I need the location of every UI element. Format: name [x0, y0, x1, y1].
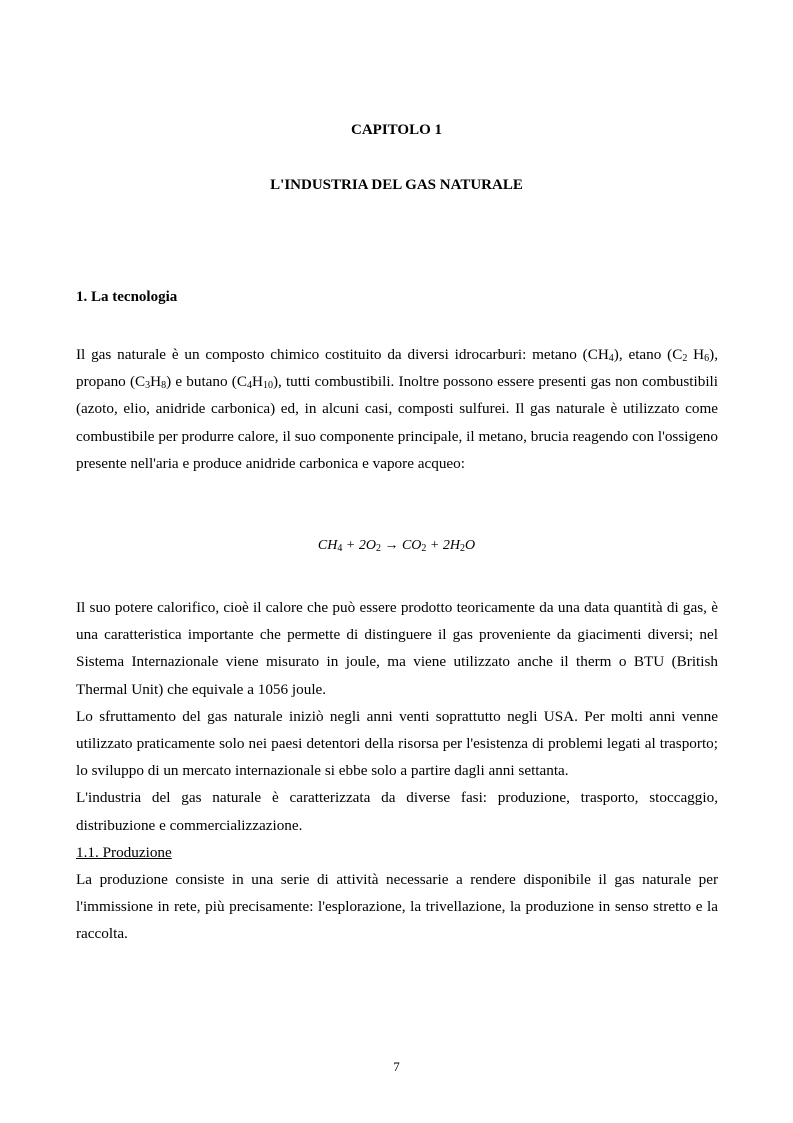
- production-paragraph: La produzione consiste in una serie di attività necessarie a rendere disponibile il gas naturale per l'immissione in rete, più precisamente: l'esplorazione, la trivellazione, la produzione in senso stretto e la raccolta.: [76, 871, 718, 943]
- intro-paragraph: Il gas naturale è un composto chimico costituito da diversi idrocarburi: metano $(CH_4)$, etano ($C_2$ $H_6$), propano $(C_3H_8)$ e butano $(C_4H_{10})$, tutti combustibili. Inoltre possono essere presenti gas non combustibili (azoto, elio, anidride carbonica) ed, in alcuni casi, composti sulfurei. Il gas naturale è utilizzato come combustibile per produrre calore, il suo componente principale, il metano, brucia reagendo con l'ossigeno presente nell'aria e produce anidride carbonica e vapore acqueo:: [76, 346, 718, 472]
- ethane-formula: $C_2$ $H_6$: [672, 346, 710, 364]
- butane-formula: $C_4H_{10}$: [236, 373, 273, 392]
- combustion-equation: $CH_4 + 2O_2 \to CO_2 + 2H_2O$: [317, 538, 476, 554]
- chapter-label: CAPITOLO 1: [351, 122, 442, 138]
- chapter-title: L'INDUSTRIA DEL GAS NATURALE: [270, 177, 523, 193]
- calorific-paragraph: Il suo potere calorifico, cioè il calore che può essere prodotto teoricamente da una data quantità di gas, è una caratteristica importante che permette di distinguere il gas proveniente da giacimenti diversi; nel Sistema Internazionale viene misurato in joule, ma viene utilizzato anche il therm o BTU (British Thermal Unit) che equivale a 1056 joule.: [76, 599, 718, 698]
- propane-formula: $C_3H_8$: [135, 373, 167, 392]
- phases-paragraph: L'industria del gas naturale è caratterizzata da diverse fasi: produzione, trasporto, stoccaggio, distribuzione e commercializzazione.: [76, 789, 718, 834]
- body-text: [76, 594, 718, 948]
- methane-formula: $CH_4$: [587, 346, 614, 364]
- subsection-heading: 1.1. Produzione: [76, 843, 172, 861]
- page-number: 7: [393, 1059, 400, 1074]
- history-paragraph: Lo sfruttamento del gas naturale iniziò negli anni venti soprattutto negli USA. Per molti anni venne utilizzato praticamente solo nei paesi detentori della risorsa per l'esistenza di problemi legati al trasporto; lo sviluppo di un mercato internazionale si ebbe solo a partire dagli anni settanta.: [76, 707, 718, 780]
- section-heading: 1. La tecnologia: [76, 289, 178, 305]
